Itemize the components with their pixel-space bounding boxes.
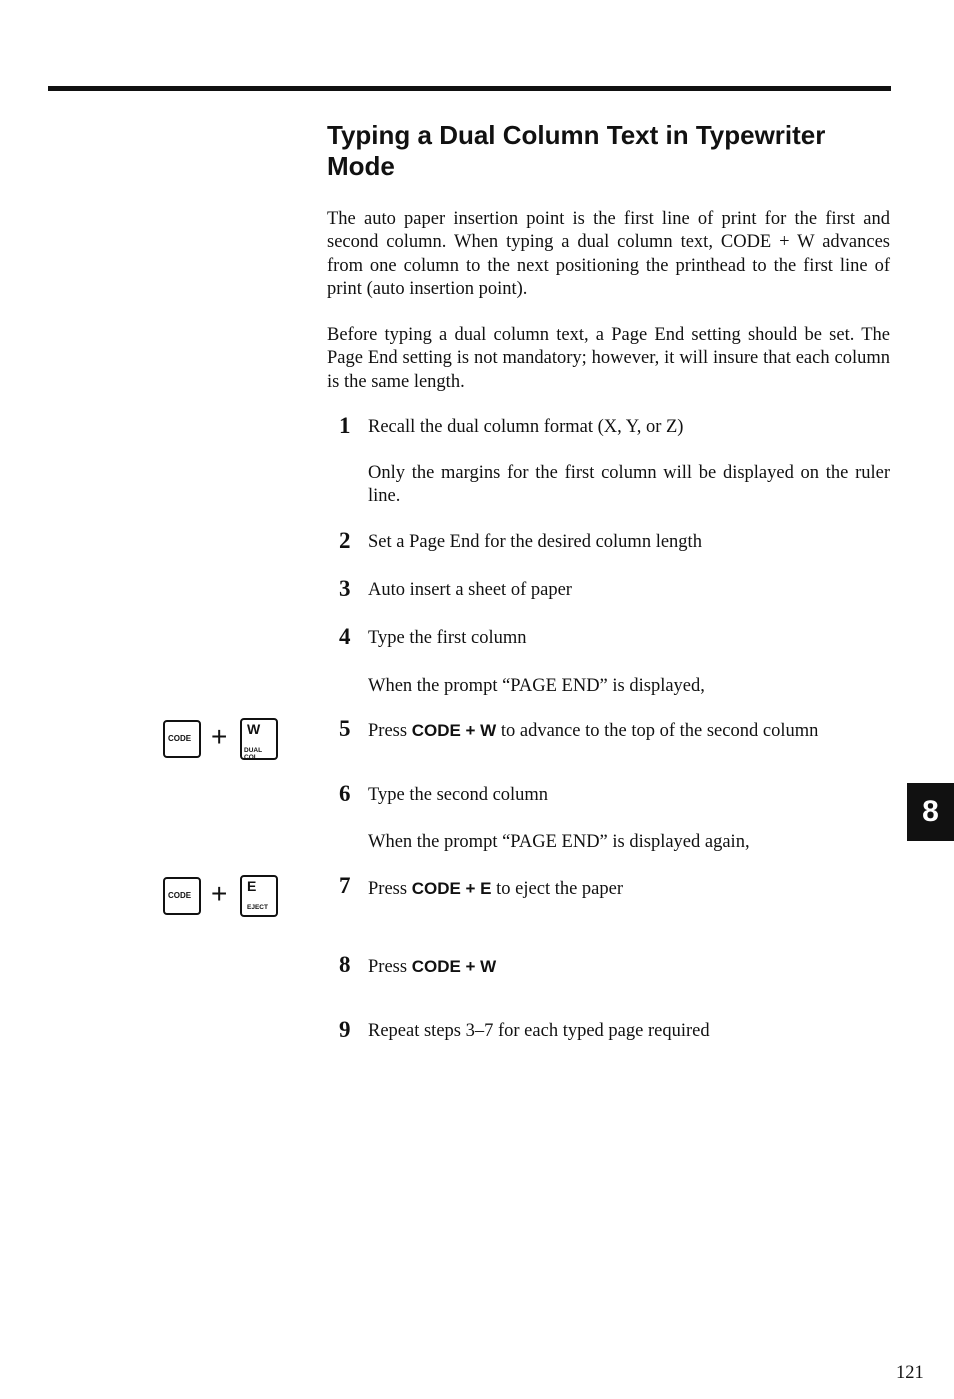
code-key-icon (163, 877, 201, 915)
step-number: 1 (339, 413, 351, 438)
step-number: 3 (339, 576, 351, 601)
step-text-suffix: to advance to the top of the second column (496, 721, 819, 741)
key-sequence: CODE + E (411, 879, 492, 898)
page-title: Typing a Dual Column Text in Typewriter Mode (327, 120, 826, 181)
step-number: 8 (339, 952, 351, 977)
step-number: 2 (339, 528, 351, 553)
key-sublabel: DUAL COL (244, 747, 262, 761)
key-label: CODE (168, 734, 192, 743)
top-rule (48, 86, 891, 91)
step-text (368, 877, 893, 901)
e-key-icon (240, 875, 278, 917)
plus-sign: + (211, 878, 228, 909)
step-text: Repeat steps 3–7 for each typed page required (368, 1021, 710, 1041)
step-number: 4 (339, 624, 351, 649)
step-text: Recall the dual column format (X, Y, or Z) (368, 417, 684, 437)
key-label: E (247, 878, 257, 894)
key-sequence: CODE + W (411, 721, 497, 740)
code-w-keys-icon (163, 718, 283, 764)
step-text (368, 955, 893, 979)
step-text-suffix: to eject the paper (491, 879, 624, 899)
step-number: 7 (339, 873, 351, 898)
key-sublabel: EJECT (247, 904, 268, 911)
step-text: Set a Page End for the desired column length (368, 532, 702, 552)
intro-paragraph-2: Before typing a dual column text, a Page End setting should be set. The Page End setting is not mandatory; however, it will insure that each column is the same length. (327, 325, 890, 392)
step-note: When the prompt “PAGE END” is displayed again, (368, 832, 750, 852)
step-text: Type the first column (368, 628, 527, 648)
intro-paragraph-1: The auto paper insertion point is the first line of print for the first and second column. When typing a dual column text, CODE + W advances from one column to the next positioning the printhead to the first line of print (auto insertion point). (327, 209, 890, 299)
step-number: 5 (339, 716, 351, 741)
code-e-keys-icon (163, 875, 283, 921)
step-number: 6 (339, 781, 351, 806)
step-note: When the prompt “PAGE END” is displayed, (368, 676, 705, 696)
step-text-prefix: Press (368, 879, 412, 899)
key-label: CODE (168, 891, 192, 900)
page-number: 121 (896, 1363, 924, 1383)
step-text-prefix: Press (368, 957, 412, 977)
chapter-tab: 8 (907, 783, 954, 841)
w-key-icon (240, 718, 278, 760)
step-text (368, 719, 893, 743)
step-number: 9 (339, 1017, 351, 1042)
step-text: Auto insert a sheet of paper (368, 580, 572, 600)
key-label: W (247, 721, 261, 737)
step-text: Type the second column (368, 785, 549, 805)
code-key-icon (163, 720, 201, 758)
plus-sign: + (211, 721, 228, 752)
step-text-prefix: Press (368, 721, 412, 741)
step-note: Only the margins for the first column will be displayed on the ruler line. (368, 463, 890, 507)
key-sequence: CODE + W (411, 957, 497, 976)
